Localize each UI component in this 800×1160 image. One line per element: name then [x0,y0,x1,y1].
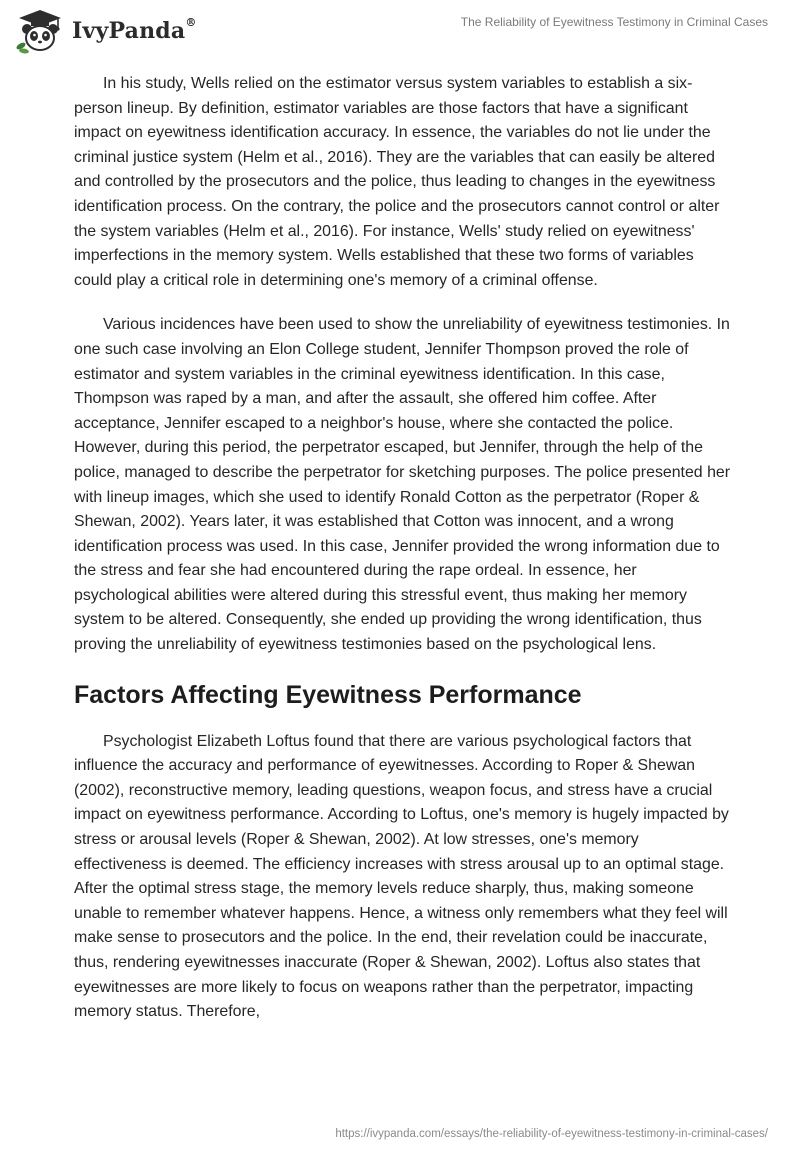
section-heading: Factors Affecting Eyewitness Performance [74,680,582,709]
source-url[interactable]: https://ivypanda.com/essays/the-reliability-of-eyewitness-testimony-in-criminal-cases/ [335,1128,768,1140]
document-title: The Reliability of Eyewitness Testimony in Criminal Cases [460,15,768,29]
panda-mascot-icon [14,8,66,54]
ivypanda-logo[interactable] [14,8,197,54]
essay-content [74,72,734,1045]
page-header [0,0,800,60]
paragraph: Various incidences have been used to show the unreliability of eyewitness testimonies. In one such case involving an Elon College student, Jennifer Thompson proved the role of estimator and system variables in the criminal eyewitness identification. In this case, Thompson was raped by a man, and after the assault, she offered him coffee. After acceptance, Jennifer escaped to a neighbor's house, where she contacted the police. However, during this period, the perpetrator escaped, but Jennifer, through the help of the police, managed to describe the perpetrator for sketching purposes. The police presented her with lineup images, which she used to identify Ronald Cotton as the perpetrator (Roper & Shewan, 2002). Years later, it was established that Cotton was innocent, and a wrong identification process was used. In this case, Jennifer provided the wrong information due to the stress and fear she had encountered during the rape ordeal. In essence, her psychological abilities were altered during this stressful event, thus making her memory system to be altered. Consequently, she ended up providing the wrong identification, thus proving the unreliability of eyewitness testimonies based on the psychological lens. [74,316,731,654]
registered-mark: ® [185,16,197,29]
brand-name: IvyPanda® [72,16,197,44]
paragraph: Psychologist Elizabeth Loftus found that there are various psychological factors that influence the accuracy and performance of eyewitnesses. According to Roper & Shewan (2002), reconstructive memory, leading questions, weapon focus, and stress have a crucial impact on eyewitness performance. According to Loftus, one's memory is hugely impacted by stress or arousal levels (Roper & Shewan, 2002). At low stresses, one's memory effectiveness is deemed. The efficiency increases with stress arousal up to an optimal stage. After the optimal stress stage, the memory levels reduce sharply, thus, making someone unable to remember whatever happens. Hence, a witness only remembers what they feel will make sense to prosecutors and the police. In the end, their revelation could be inaccurate, thus, rendering eyewitnesses inaccurate (Roper & Shewan, 2002). Loftus also states that eyewitnesses are more likely to focus on weapons rather than the perpetrator, impacting memory status. Therefore, [74,732,729,1021]
paragraph: In his study, Wells relied on the estimator versus system variables to establish a six-person lineup. By definition, estimator variables are those factors that have a significant impact on eyewitness identification accuracy. In essence, the variables do not lie under the criminal justice system (Helm et al., 2016). They are the variables that can easily be altered and controlled by the prosecutors and the police, thus leading to changes in the eyewitness identification process. On the contrary, the police and the prosecutors cannot control or alter the system variables (Helm et al., 2016). For instance, Wells' study relied on eyewitness' imperfections in the memory system. Wells established that these two forms of variables could play a critical role in determining one's memory of a criminal offense. [74,75,720,289]
